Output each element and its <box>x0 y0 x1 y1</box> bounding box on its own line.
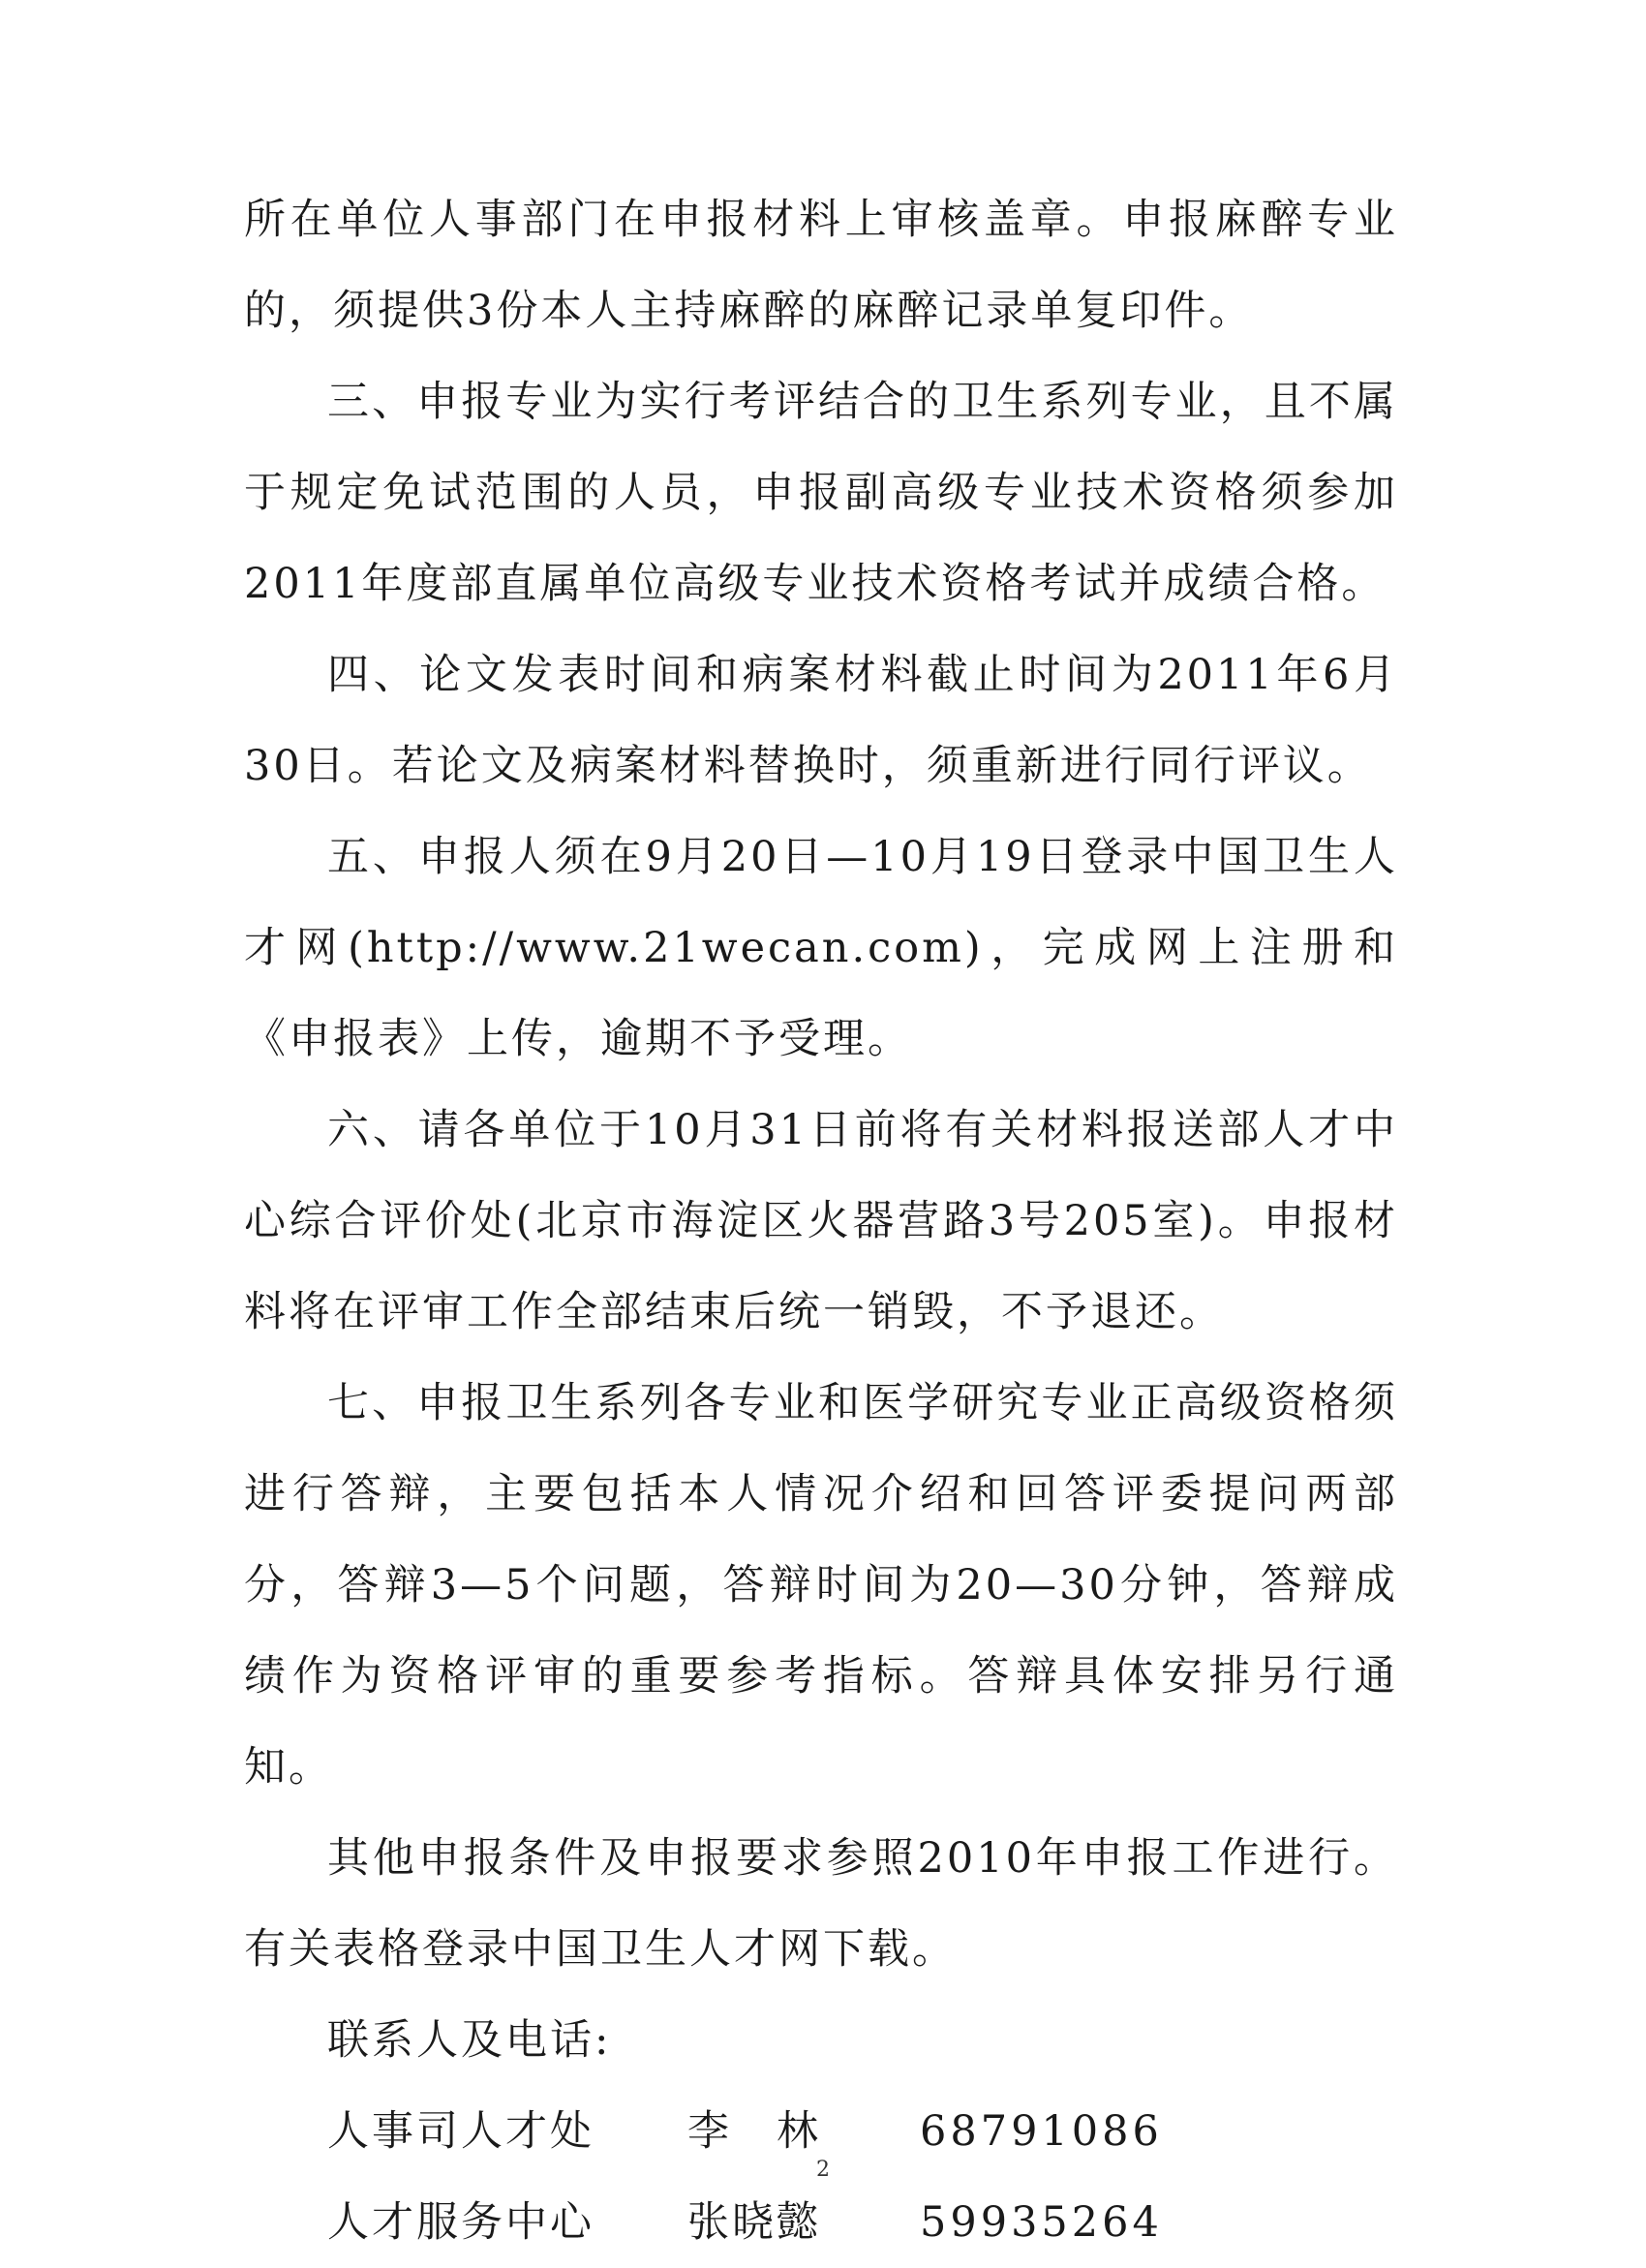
contact-dept: 人事司人才处 <box>327 2107 594 2156</box>
contact-phone: 59935264 <box>920 2198 1163 2247</box>
paragraph-item-7: 七、申报卫生系列各专业和医学研究专业正高级资格须进行答辩，主要包括本人情况介绍和回答评委提问两部分，答辩3—5个问题，答辩时间为20—30分钟，答辩成绩作为资格评审的重要参考指标。答辩具体安排另行通知。 <box>244 1379 1398 1792</box>
page-number: 2 <box>816 2158 830 2182</box>
paragraph-other-conditions: 其他申报条件及申报要求参照2010年申报工作进行。有关表格登录中国卫生人才网下载。 <box>244 1834 1398 1974</box>
paragraph-item-3: 三、申报专业为实行考评结合的卫生系列专业，且不属于规定免试范围的人员，申报副高级专业技术资格须参加2011年度部直属单位高级专业技术资格考试并成绩合格。 <box>244 378 1398 608</box>
contacts-title: 联系人及电话: <box>327 2016 612 2065</box>
paragraph-materials-stamp: 所在单位人事部门在申报材料上审核盖章。申报麻醉专业的，须提供3份本人主持麻醉的麻醉记录单复印件。 <box>244 196 1398 335</box>
contact-row <box>327 2177 1398 2268</box>
contact-person: 李 林 <box>687 2107 821 2156</box>
contact-dept: 人才服务中心 <box>327 2198 594 2247</box>
paragraph-item-4: 四、论文发表时间和病案材料截止时间为2011年6月30日。若论文及病案材料替换时，须重新进行同行评议。 <box>244 651 1398 790</box>
document-body <box>244 174 1398 2268</box>
contact-phone: 68791086 <box>920 2107 1163 2156</box>
paragraph-item-6: 六、请各单位于10月31日前将有关材料报送部人才中心综合评价处(北京市海淀区火器营路3号205室)。申报材料将在评审工作全部结束后统一销毁，不予退还。 <box>244 1106 1398 1336</box>
paragraph-item-5: 五、申报人须在9月20日—10月19日登录中国卫生人才网(http://www.21wecan.com)，完成网上注册和《申报表》上传，逾期不予受理。 <box>244 833 1398 1063</box>
contact-person: 张晓懿 <box>687 2198 821 2247</box>
